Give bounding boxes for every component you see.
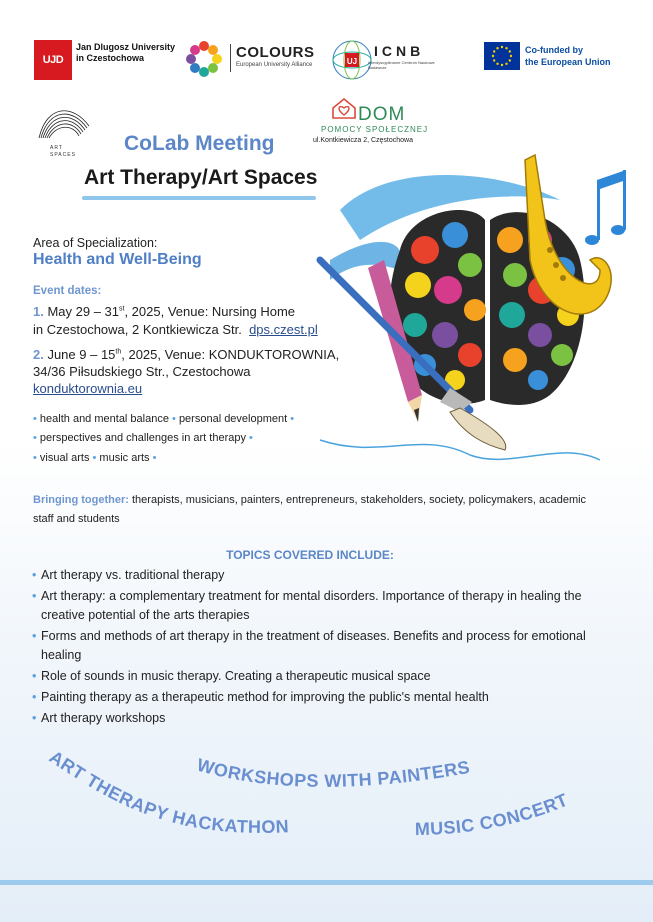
concert-title (415, 789, 571, 839)
ujd-logo-icon (34, 40, 72, 80)
event-titles-arcs (0, 740, 653, 880)
event-dates-label: Event dates: (33, 285, 102, 297)
event-date-1-suffix: st (119, 305, 125, 313)
bullet-dot-icon: • (33, 432, 40, 444)
event-date-2-range: June 9 – 15 (43, 347, 116, 362)
paint-swoosh-lower (330, 242, 402, 280)
topic-item: • Forms and methods of art therapy in the treatment of diseases. Benefits and process for emotional healing (33, 627, 603, 665)
workshops-title (195, 755, 472, 791)
keyword-row-1 (33, 413, 294, 425)
bullet-dot-icon: • (89, 452, 100, 464)
colours-divider (230, 44, 231, 72)
ujd-name-line1: Jan Dlugosz University (76, 42, 176, 52)
bringing-together-paragraph (33, 491, 593, 529)
bullet-dot-icon: • (33, 413, 40, 425)
area-label: Area of Specialization: (33, 236, 158, 250)
area-value: Health and Well-Being (33, 251, 202, 268)
eu-cofunded-text (525, 44, 611, 68)
keyword-visual-arts: visual arts (39, 452, 90, 464)
konduktorownia-link[interactable]: konduktorownia.eu (33, 381, 143, 396)
eu-flag-icon (484, 42, 520, 70)
concert-title-path: MUSIC CONCERT (414, 789, 572, 840)
event-date-2 (33, 347, 339, 362)
hackathon-title (46, 747, 290, 837)
topic-item: • Art therapy vs. traditional therapy (33, 566, 603, 585)
keyword-row-3 (33, 452, 156, 464)
event-date-2-suffix: th (115, 348, 122, 356)
art-spaces-logo-label: ART SPACES (50, 145, 76, 158)
title-underline (82, 196, 316, 200)
art-spaces-logo-icon (33, 98, 95, 146)
bottom-rule (0, 880, 653, 885)
topic-item: • Painting therapy as a therapeutic method for improving the public's mental health (33, 688, 603, 707)
colours-logo-subtitle: European University Alliance (236, 62, 313, 68)
dom-house-heart-icon (330, 96, 358, 120)
ujd-logo-text (76, 42, 176, 64)
brain-art-illustration (300, 140, 653, 480)
event-date-2-street: 34/36 Piłsudskiego Str., Czestochowa (33, 364, 251, 379)
event-date-2-number: 2. (33, 347, 44, 362)
bullet-dot-icon: • (287, 413, 295, 425)
topic-item: • Art therapy: a complementary treatment for mental disorders. Importance of therapy in healing the creative potential of the arts therapies (33, 587, 603, 625)
bullet-dot-icon: • (149, 452, 157, 464)
bullet-dot-icon: • (33, 452, 40, 464)
ujd-name-line2: in Czestochowa (76, 53, 145, 63)
dom-logo-subtitle: POMOCY SPOŁECZNEJ (321, 125, 429, 134)
eu-line1: Co-funded by (525, 45, 583, 55)
topic-item: • Role of sounds in music therapy. Creating a therapeutic musical space (33, 667, 603, 686)
event-date-1-address (33, 322, 318, 337)
eu-line2: the European Union (525, 57, 611, 67)
keyword-row-2 (33, 432, 253, 444)
keyword-development: personal development (178, 413, 288, 425)
svg-text:UJ: UJ (346, 57, 358, 66)
topics-list (33, 566, 603, 730)
dps-czest-link[interactable]: dps.czest.pl (249, 322, 318, 337)
keyword-health: health and mental balance (39, 413, 169, 425)
event-date-1-venue: , 2025, Venue: Nursing Home (124, 304, 296, 319)
event-date-1-number: 1. (33, 304, 44, 319)
keyword-music-arts: music arts (99, 452, 150, 464)
event-date-1-range: May 29 – 31 (43, 304, 119, 319)
icnb-logo-subtitle: Interdyscyplinarne Centrum Naukowe Badawcze (368, 60, 435, 70)
dom-logo-address: ul.Kontkiewicza 2, Częstochowa (313, 137, 413, 144)
colours-logo-name: COLOURS (236, 44, 315, 61)
page-title: CoLab Meeting (124, 132, 275, 155)
topics-heading: TOPICS COVERED INCLUDE: (226, 548, 394, 562)
bringing-together-text: therapists, musicians, painters, entrepreneurs, stakeholders, society, policymakers, academic staff and students (33, 494, 587, 525)
topic-item: • Art therapy workshops (33, 709, 603, 728)
bringing-together-label: Bringing together: (33, 494, 129, 506)
bullet-dot-icon: • (246, 432, 253, 444)
workshops-title-path: WORKSHOPS WITH PAINTERS (194, 754, 472, 791)
event-date-1-street: in Czestochowa, 2 Kontkiewicza Str. (33, 322, 242, 337)
colours-flower-icon (183, 38, 225, 80)
event-date-2-link-row (33, 381, 142, 396)
bullet-dot-icon: • (168, 413, 179, 425)
ujd-logo-mark: UJD (42, 54, 64, 66)
keyword-perspectives: perspectives and challenges in art therapy (39, 432, 246, 444)
page-subtitle: Art Therapy/Art Spaces (84, 166, 318, 189)
hackathon-title-path: ART THERAPY HACKATHON (45, 746, 290, 838)
icnb-logo-name: ICNB (374, 43, 425, 59)
event-date-2-venue: , 2025, Venue: KONDUKTOROWNIA, (121, 347, 340, 362)
music-note-shape (585, 170, 626, 245)
event-date-1 (33, 304, 295, 319)
dom-logo-name: DOM (358, 104, 406, 125)
